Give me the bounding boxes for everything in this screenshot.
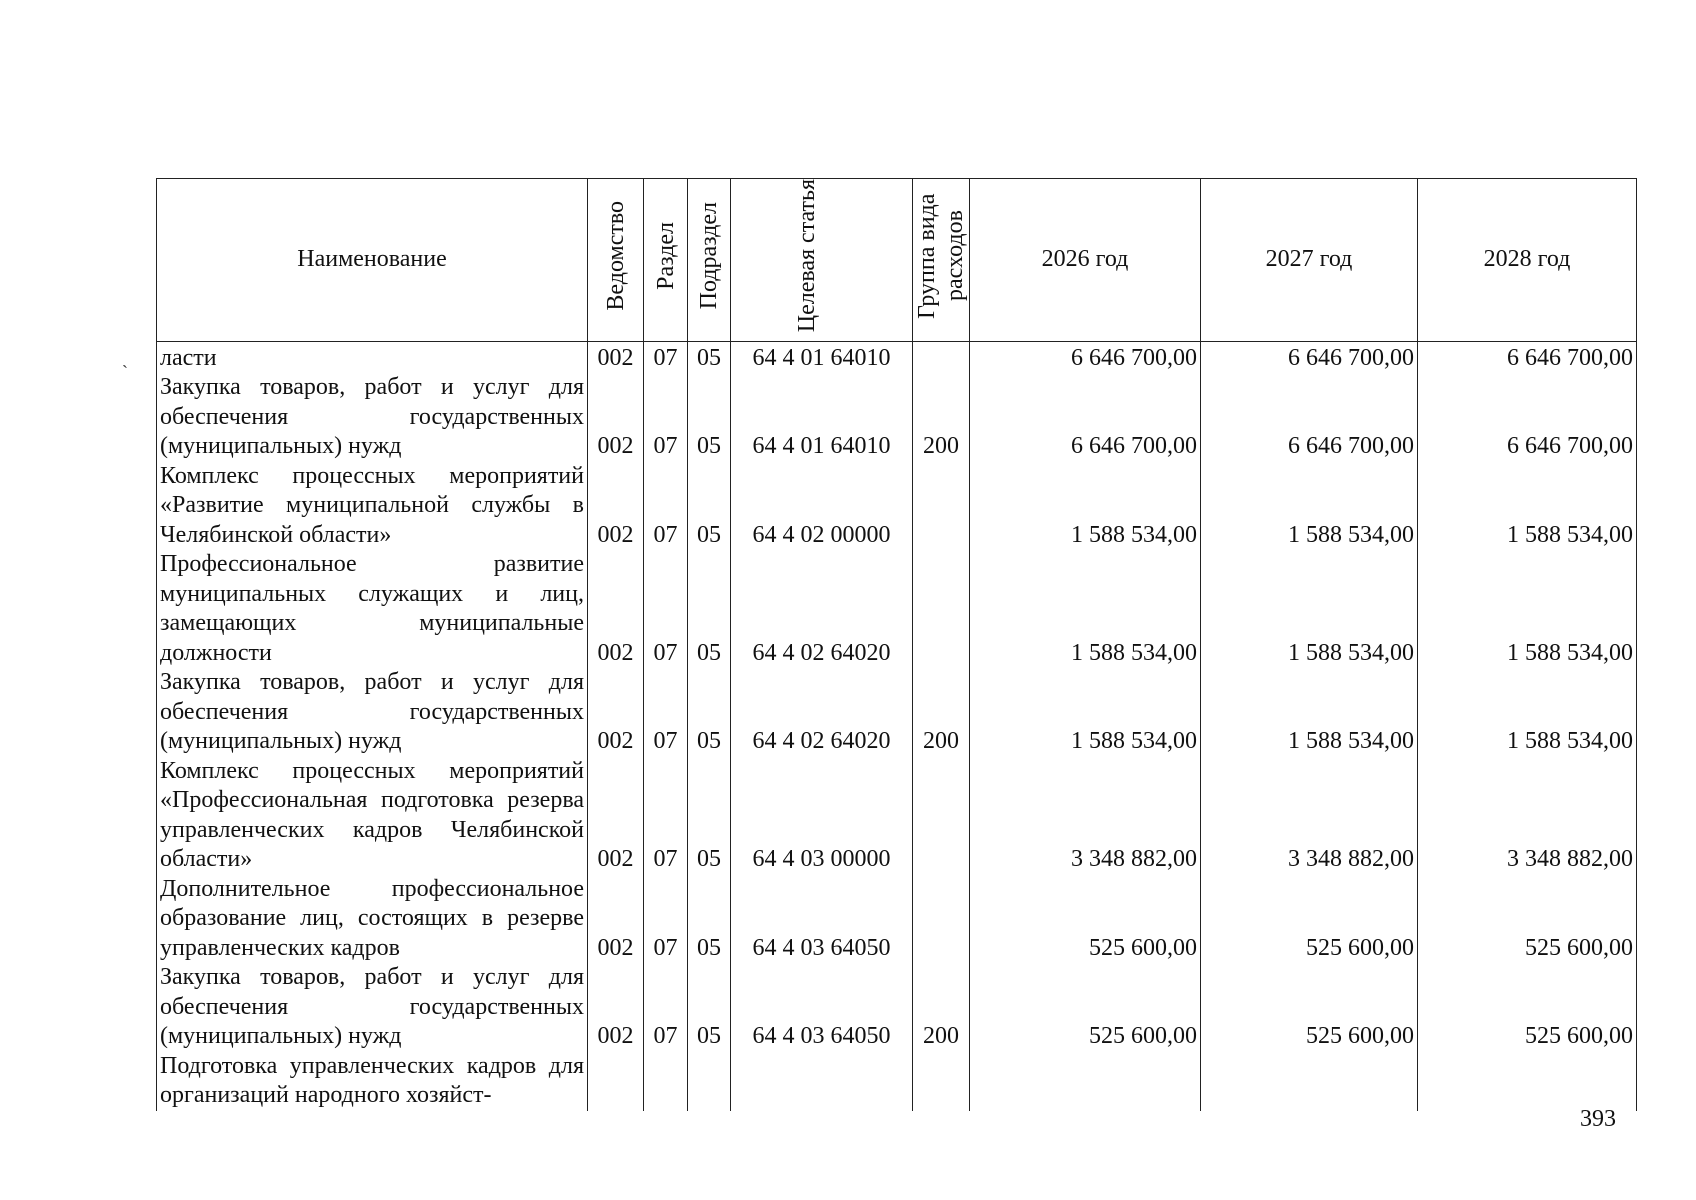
table-row <box>157 757 1637 875</box>
row-2028: 525 600,00 <box>1418 875 1637 964</box>
row-2026: 1 588 534,00 <box>970 462 1201 551</box>
row-2028: 525 600,00 <box>1418 963 1637 1052</box>
row-gruppa <box>913 341 970 373</box>
table-row <box>157 963 1637 1052</box>
row-celevaya-statya: 64 4 02 00000 <box>731 462 913 551</box>
row-vedomstvo: 002 <box>588 341 644 373</box>
row-gruppa <box>913 1052 970 1111</box>
row-celevaya-statya: 64 4 03 64050 <box>731 963 913 1052</box>
row-razdel: 07 <box>644 963 688 1052</box>
header-name: Наименование <box>157 179 588 342</box>
row-gruppa <box>913 875 970 964</box>
row-2027 <box>1201 1052 1418 1111</box>
row-celevaya-statya: 64 4 02 64020 <box>731 668 913 757</box>
row-2028: 1 588 534,00 <box>1418 668 1637 757</box>
row-name: Комплекс процессных мероприятий «Развитие муниципальной службы в Челябинской области» <box>157 462 588 551</box>
scan-speck: ˋ <box>122 362 128 382</box>
header-vedomstvo: Ведомство <box>588 179 644 342</box>
table-row <box>157 462 1637 551</box>
row-2026: 525 600,00 <box>970 963 1201 1052</box>
row-name: Закупка товаров, работ и услуг для обеспечения государственных (муниципальных) нужд <box>157 373 588 462</box>
row-2027: 3 348 882,00 <box>1201 757 1418 875</box>
row-name: Профессиональное развитие муниципальных служащих и лиц, замещающих муниципальные должности <box>157 550 588 668</box>
row-name: Подготовка управленческих кадров для организаций народного хозяйст- <box>157 1052 588 1111</box>
header-2028: 2028 год <box>1418 179 1637 342</box>
header-row <box>157 179 1637 342</box>
row-gruppa: 200 <box>913 373 970 462</box>
row-celevaya-statya <box>731 1052 913 1111</box>
table-row <box>157 668 1637 757</box>
row-razdel: 07 <box>644 550 688 668</box>
row-name: Дополнительное профессиональное образование лиц, состоящих в резерве управленческих кадров <box>157 875 588 964</box>
row-vedomstvo: 002 <box>588 550 644 668</box>
row-vedomstvo <box>588 1052 644 1111</box>
row-razdel: 07 <box>644 341 688 373</box>
row-2027: 1 588 534,00 <box>1201 550 1418 668</box>
row-2027: 1 588 534,00 <box>1201 668 1418 757</box>
header-gruppa-vida-rashodov: Группа вида расходов <box>913 179 970 342</box>
row-2027: 6 646 700,00 <box>1201 373 1418 462</box>
row-podrazdel: 05 <box>688 373 731 462</box>
row-vedomstvo: 002 <box>588 757 644 875</box>
row-2027: 6 646 700,00 <box>1201 341 1418 373</box>
budget-table <box>156 178 1637 1111</box>
row-podrazdel: 05 <box>688 875 731 964</box>
row-podrazdel: 05 <box>688 462 731 551</box>
row-razdel: 07 <box>644 668 688 757</box>
table-row <box>157 550 1637 668</box>
row-celevaya-statya: 64 4 03 00000 <box>731 757 913 875</box>
row-2026: 6 646 700,00 <box>970 341 1201 373</box>
row-name: Закупка товаров, работ и услуг для обеспечения государственных (муниципальных) нужд <box>157 668 588 757</box>
row-razdel: 07 <box>644 462 688 551</box>
row-2026: 3 348 882,00 <box>970 757 1201 875</box>
row-razdel: 07 <box>644 875 688 964</box>
row-celevaya-statya: 64 4 01 64010 <box>731 373 913 462</box>
row-gruppa <box>913 757 970 875</box>
row-2027: 525 600,00 <box>1201 875 1418 964</box>
row-celevaya-statya: 64 4 03 64050 <box>731 875 913 964</box>
row-name: ласти <box>157 341 588 373</box>
row-vedomstvo: 002 <box>588 963 644 1052</box>
page-number: 393 <box>1580 1106 1616 1132</box>
row-2028: 6 646 700,00 <box>1418 341 1637 373</box>
table-row <box>157 341 1637 373</box>
header-razdel: Раздел <box>644 179 688 342</box>
row-2028: 1 588 534,00 <box>1418 462 1637 551</box>
row-podrazdel: 05 <box>688 668 731 757</box>
row-podrazdel: 05 <box>688 963 731 1052</box>
row-gruppa <box>913 550 970 668</box>
row-razdel: 07 <box>644 757 688 875</box>
row-podrazdel: 05 <box>688 757 731 875</box>
header-2026: 2026 год <box>970 179 1201 342</box>
row-vedomstvo: 002 <box>588 373 644 462</box>
table-row <box>157 1052 1637 1111</box>
row-2028: 6 646 700,00 <box>1418 373 1637 462</box>
row-vedomstvo: 002 <box>588 875 644 964</box>
header-podrazdel: Подраздел <box>688 179 731 342</box>
row-name: Комплекс процессных мероприятий «Профессиональная подготовка резерва управленческих кадров Челябинской области» <box>157 757 588 875</box>
row-razdel: 07 <box>644 373 688 462</box>
row-2028: 1 588 534,00 <box>1418 550 1637 668</box>
row-2026: 1 588 534,00 <box>970 668 1201 757</box>
row-2026: 525 600,00 <box>970 875 1201 964</box>
row-2028: 3 348 882,00 <box>1418 757 1637 875</box>
row-vedomstvo: 002 <box>588 462 644 551</box>
row-podrazdel <box>688 1052 731 1111</box>
row-gruppa <box>913 462 970 551</box>
budget-sheet <box>156 178 1636 1111</box>
row-gruppa: 200 <box>913 963 970 1052</box>
row-podrazdel: 05 <box>688 550 731 668</box>
row-2027: 525 600,00 <box>1201 963 1418 1052</box>
table-row <box>157 875 1637 964</box>
row-2028 <box>1418 1052 1637 1111</box>
header-celevaya-statya: Целевая статья <box>731 179 913 342</box>
row-podrazdel: 05 <box>688 341 731 373</box>
row-2026 <box>970 1052 1201 1111</box>
row-2027: 1 588 534,00 <box>1201 462 1418 551</box>
row-razdel <box>644 1052 688 1111</box>
header-2027: 2027 год <box>1201 179 1418 342</box>
row-name: Закупка товаров, работ и услуг для обеспечения государственных (муниципальных) нужд <box>157 963 588 1052</box>
row-celevaya-statya: 64 4 02 64020 <box>731 550 913 668</box>
row-vedomstvo: 002 <box>588 668 644 757</box>
row-2026: 6 646 700,00 <box>970 373 1201 462</box>
row-gruppa: 200 <box>913 668 970 757</box>
row-celevaya-statya: 64 4 01 64010 <box>731 341 913 373</box>
table-row <box>157 373 1637 462</box>
row-2026: 1 588 534,00 <box>970 550 1201 668</box>
